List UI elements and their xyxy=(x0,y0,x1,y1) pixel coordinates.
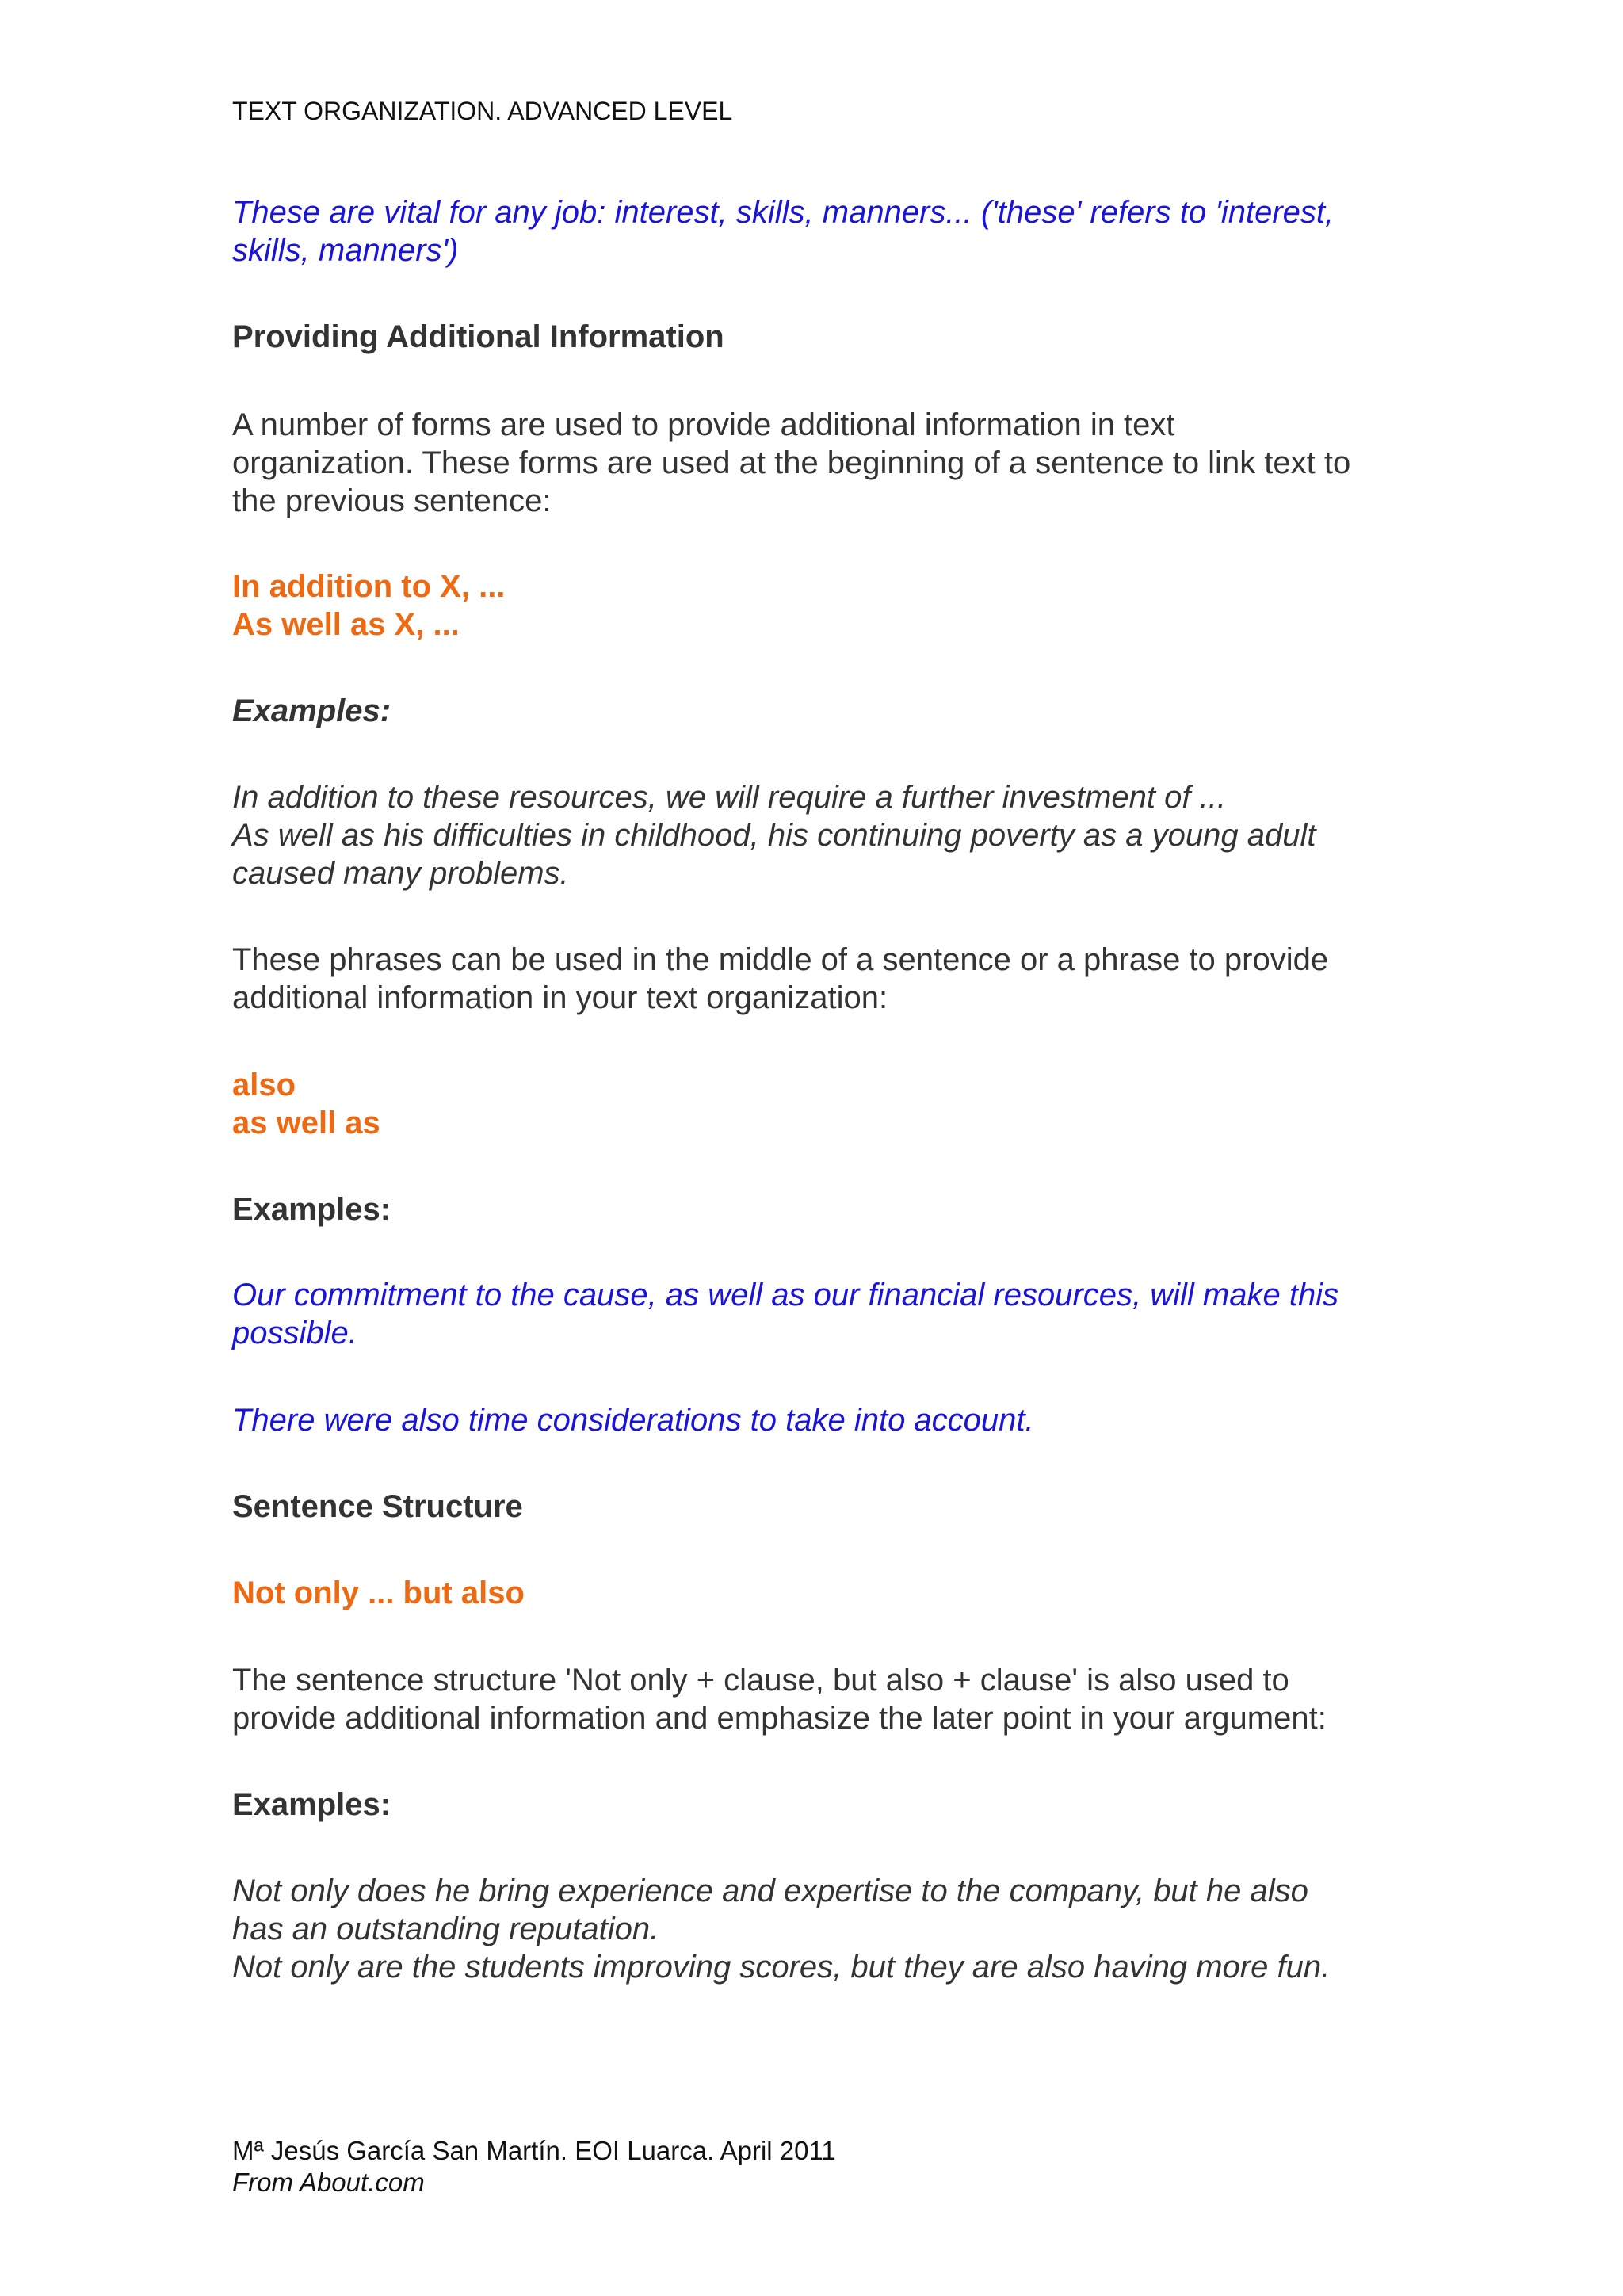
mid-description-line-2: additional information in your text organization: xyxy=(232,980,888,1015)
additional-example-line-1: In addition to these resources, we will require a further investment of ... xyxy=(232,780,1226,815)
section-heading-additional: Providing Additional Information xyxy=(232,319,724,354)
mid-example-1 xyxy=(232,1276,1405,1352)
page-footer xyxy=(232,2135,1405,2199)
additional-examples xyxy=(232,778,1405,892)
structure-form: Not only ... but also xyxy=(232,1576,525,1610)
additional-forms xyxy=(232,567,1405,644)
intro-example xyxy=(232,193,1405,269)
additional-description-line-1: A number of forms are used to provide additional information in text xyxy=(232,407,1175,442)
form-in-addition-to: In addition to X, ... xyxy=(232,569,506,604)
additional-example-line-3: caused many problems. xyxy=(232,856,569,891)
structure-example-line-2: has an outstanding reputation. xyxy=(232,1912,659,1946)
form-as-well-as: As well as X, ... xyxy=(232,607,460,642)
structure-description-line-2: provide additional information and emphasize the later point in your argument: xyxy=(232,1701,1327,1736)
intro-example-line-2: skills, manners') xyxy=(232,233,459,268)
examples-label-2: Examples: xyxy=(232,1192,391,1227)
mid-description-line-1: These phrases can be used in the middle of a sentence or a phrase to provide xyxy=(232,942,1329,977)
mid-example-1-line-2: possible. xyxy=(232,1316,357,1350)
section-heading-structure: Sentence Structure xyxy=(232,1489,523,1524)
additional-description-line-2: organization. These forms are used at the beginning of a sentence to link text to xyxy=(232,445,1351,480)
additional-description xyxy=(232,406,1405,520)
footer-source: From About.com xyxy=(232,2168,425,2197)
footer-author: Mª Jesús García San Martín. EOI Luarca. April 2011 xyxy=(232,2136,836,2165)
structure-example-line-1: Not only does he bring experience and expertise to the company, but he also xyxy=(232,1874,1308,1908)
structure-description-line-1: The sentence structure 'Not only + clause, but also + clause' is also used to xyxy=(232,1663,1289,1698)
examples-label-1: Examples: xyxy=(232,693,391,728)
form-as-well-as-mid: as well as xyxy=(232,1106,380,1140)
page-header: TEXT ORGANIZATION. ADVANCED LEVEL xyxy=(232,97,733,125)
mid-example-1-line-1: Our commitment to the cause, as well as our financial resources, will make this xyxy=(232,1278,1339,1312)
form-also: also xyxy=(232,1068,296,1102)
structure-examples xyxy=(232,1872,1405,1986)
intro-example-line-1: These are vital for any job: interest, skills, manners... ('these' refers to 'interest, xyxy=(232,195,1335,230)
structure-description xyxy=(232,1661,1405,1737)
mid-example-2: There were also time considerations to take into account. xyxy=(232,1403,1034,1438)
additional-description-line-3: the previous sentence: xyxy=(232,483,552,518)
mid-forms xyxy=(232,1066,1405,1142)
mid-description xyxy=(232,941,1405,1017)
additional-example-line-2: As well as his difficulties in childhood, his continuing poverty as a young adult xyxy=(232,818,1316,853)
structure-example-line-3: Not only are the students improving scores, but they are also having more fun. xyxy=(232,1950,1331,1985)
examples-label-3: Examples: xyxy=(232,1787,391,1822)
